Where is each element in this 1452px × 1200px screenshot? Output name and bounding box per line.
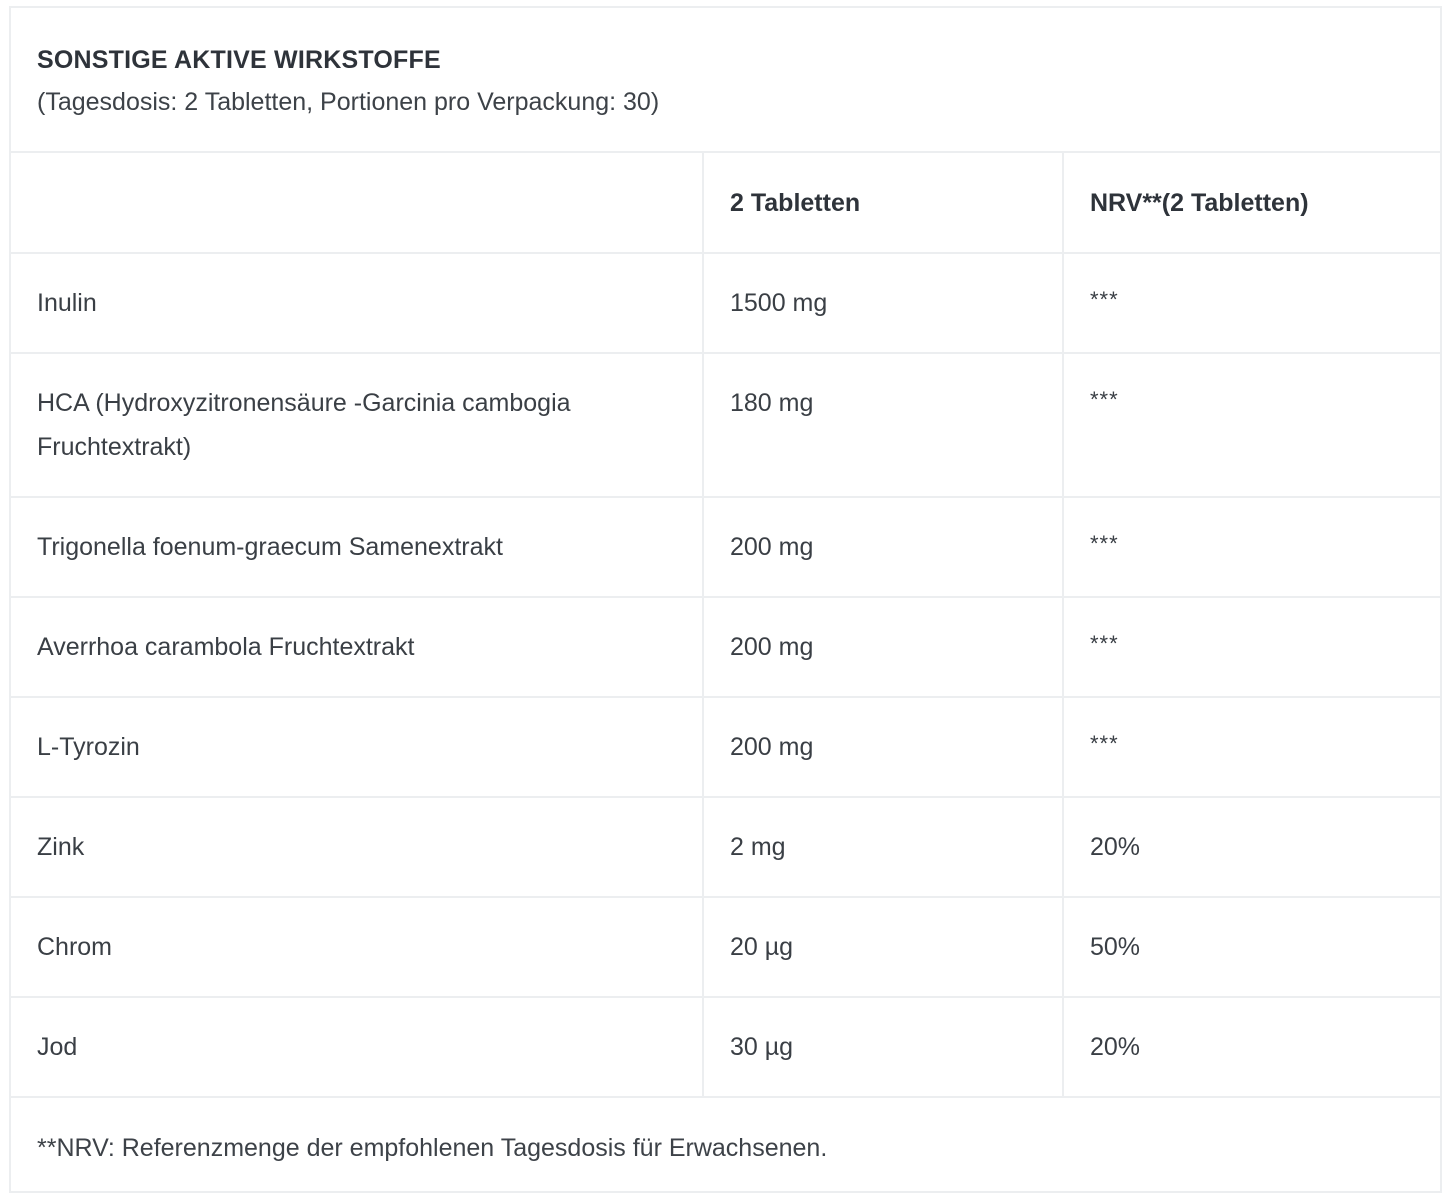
ingredient-amount: 200 mg [703, 597, 1063, 697]
ingredient-amount: 200 mg [703, 697, 1063, 797]
ingredient-amount: 1500 mg [703, 253, 1063, 353]
ingredient-nrv: *** [1063, 353, 1440, 497]
ingredient-name: HCA (Hydroxyzitronensäure -Garcinia cambogia Fruchtextrakt) [11, 353, 703, 497]
ingredient-amount: 20 µg [703, 897, 1063, 997]
table-row [11, 597, 1440, 697]
table-row [11, 253, 1440, 353]
table-row [11, 353, 1440, 497]
ingredient-nrv: 20% [1063, 997, 1440, 1097]
ingredient-nrv: 50% [1063, 897, 1440, 997]
ingredient-name: Jod [11, 997, 703, 1097]
nutrition-panel [9, 6, 1442, 1193]
ingredient-amount: 2 mg [703, 797, 1063, 897]
ingredient-amount: 200 mg [703, 497, 1063, 597]
ingredients-table [11, 153, 1440, 1098]
ingredient-name: Chrom [11, 897, 703, 997]
ingredient-amount: 180 mg [703, 353, 1063, 497]
table-row [11, 797, 1440, 897]
ingredient-name: Trigonella foenum-graecum Samenextrakt [11, 497, 703, 597]
ingredient-nrv: *** [1063, 253, 1440, 353]
footnote: **NRV: Referenzmenge der empfohlenen Tagesdosis für Erwachsenen. [37, 1134, 828, 1162]
column-header-ingredient [11, 153, 703, 253]
panel-title: SONSTIGE AKTIVE WIRKSTOFFE [37, 46, 441, 74]
ingredient-nrv: *** [1063, 597, 1440, 697]
ingredient-nrv: 20% [1063, 797, 1440, 897]
ingredient-nrv: *** [1063, 697, 1440, 797]
ingredient-name: Inulin [11, 253, 703, 353]
ingredient-name: L-Tyrozin [11, 697, 703, 797]
table-header-row [11, 153, 1440, 253]
table-row [11, 697, 1440, 797]
table-row [11, 497, 1440, 597]
ingredient-name: Zink [11, 797, 703, 897]
ingredient-nrv: *** [1063, 497, 1440, 597]
column-header-amount: 2 Tabletten [703, 153, 1063, 253]
column-header-nrv: NRV**(2 Tabletten) [1063, 153, 1440, 253]
ingredient-amount: 30 µg [703, 997, 1063, 1097]
panel-header [11, 8, 1440, 153]
panel-subtitle: (Tagesdosis: 2 Tabletten, Portionen pro Verpackung: 30) [37, 88, 660, 116]
ingredient-name: Averrhoa carambola Fruchtextrakt [11, 597, 703, 697]
table-row [11, 897, 1440, 997]
table-row [11, 997, 1440, 1097]
